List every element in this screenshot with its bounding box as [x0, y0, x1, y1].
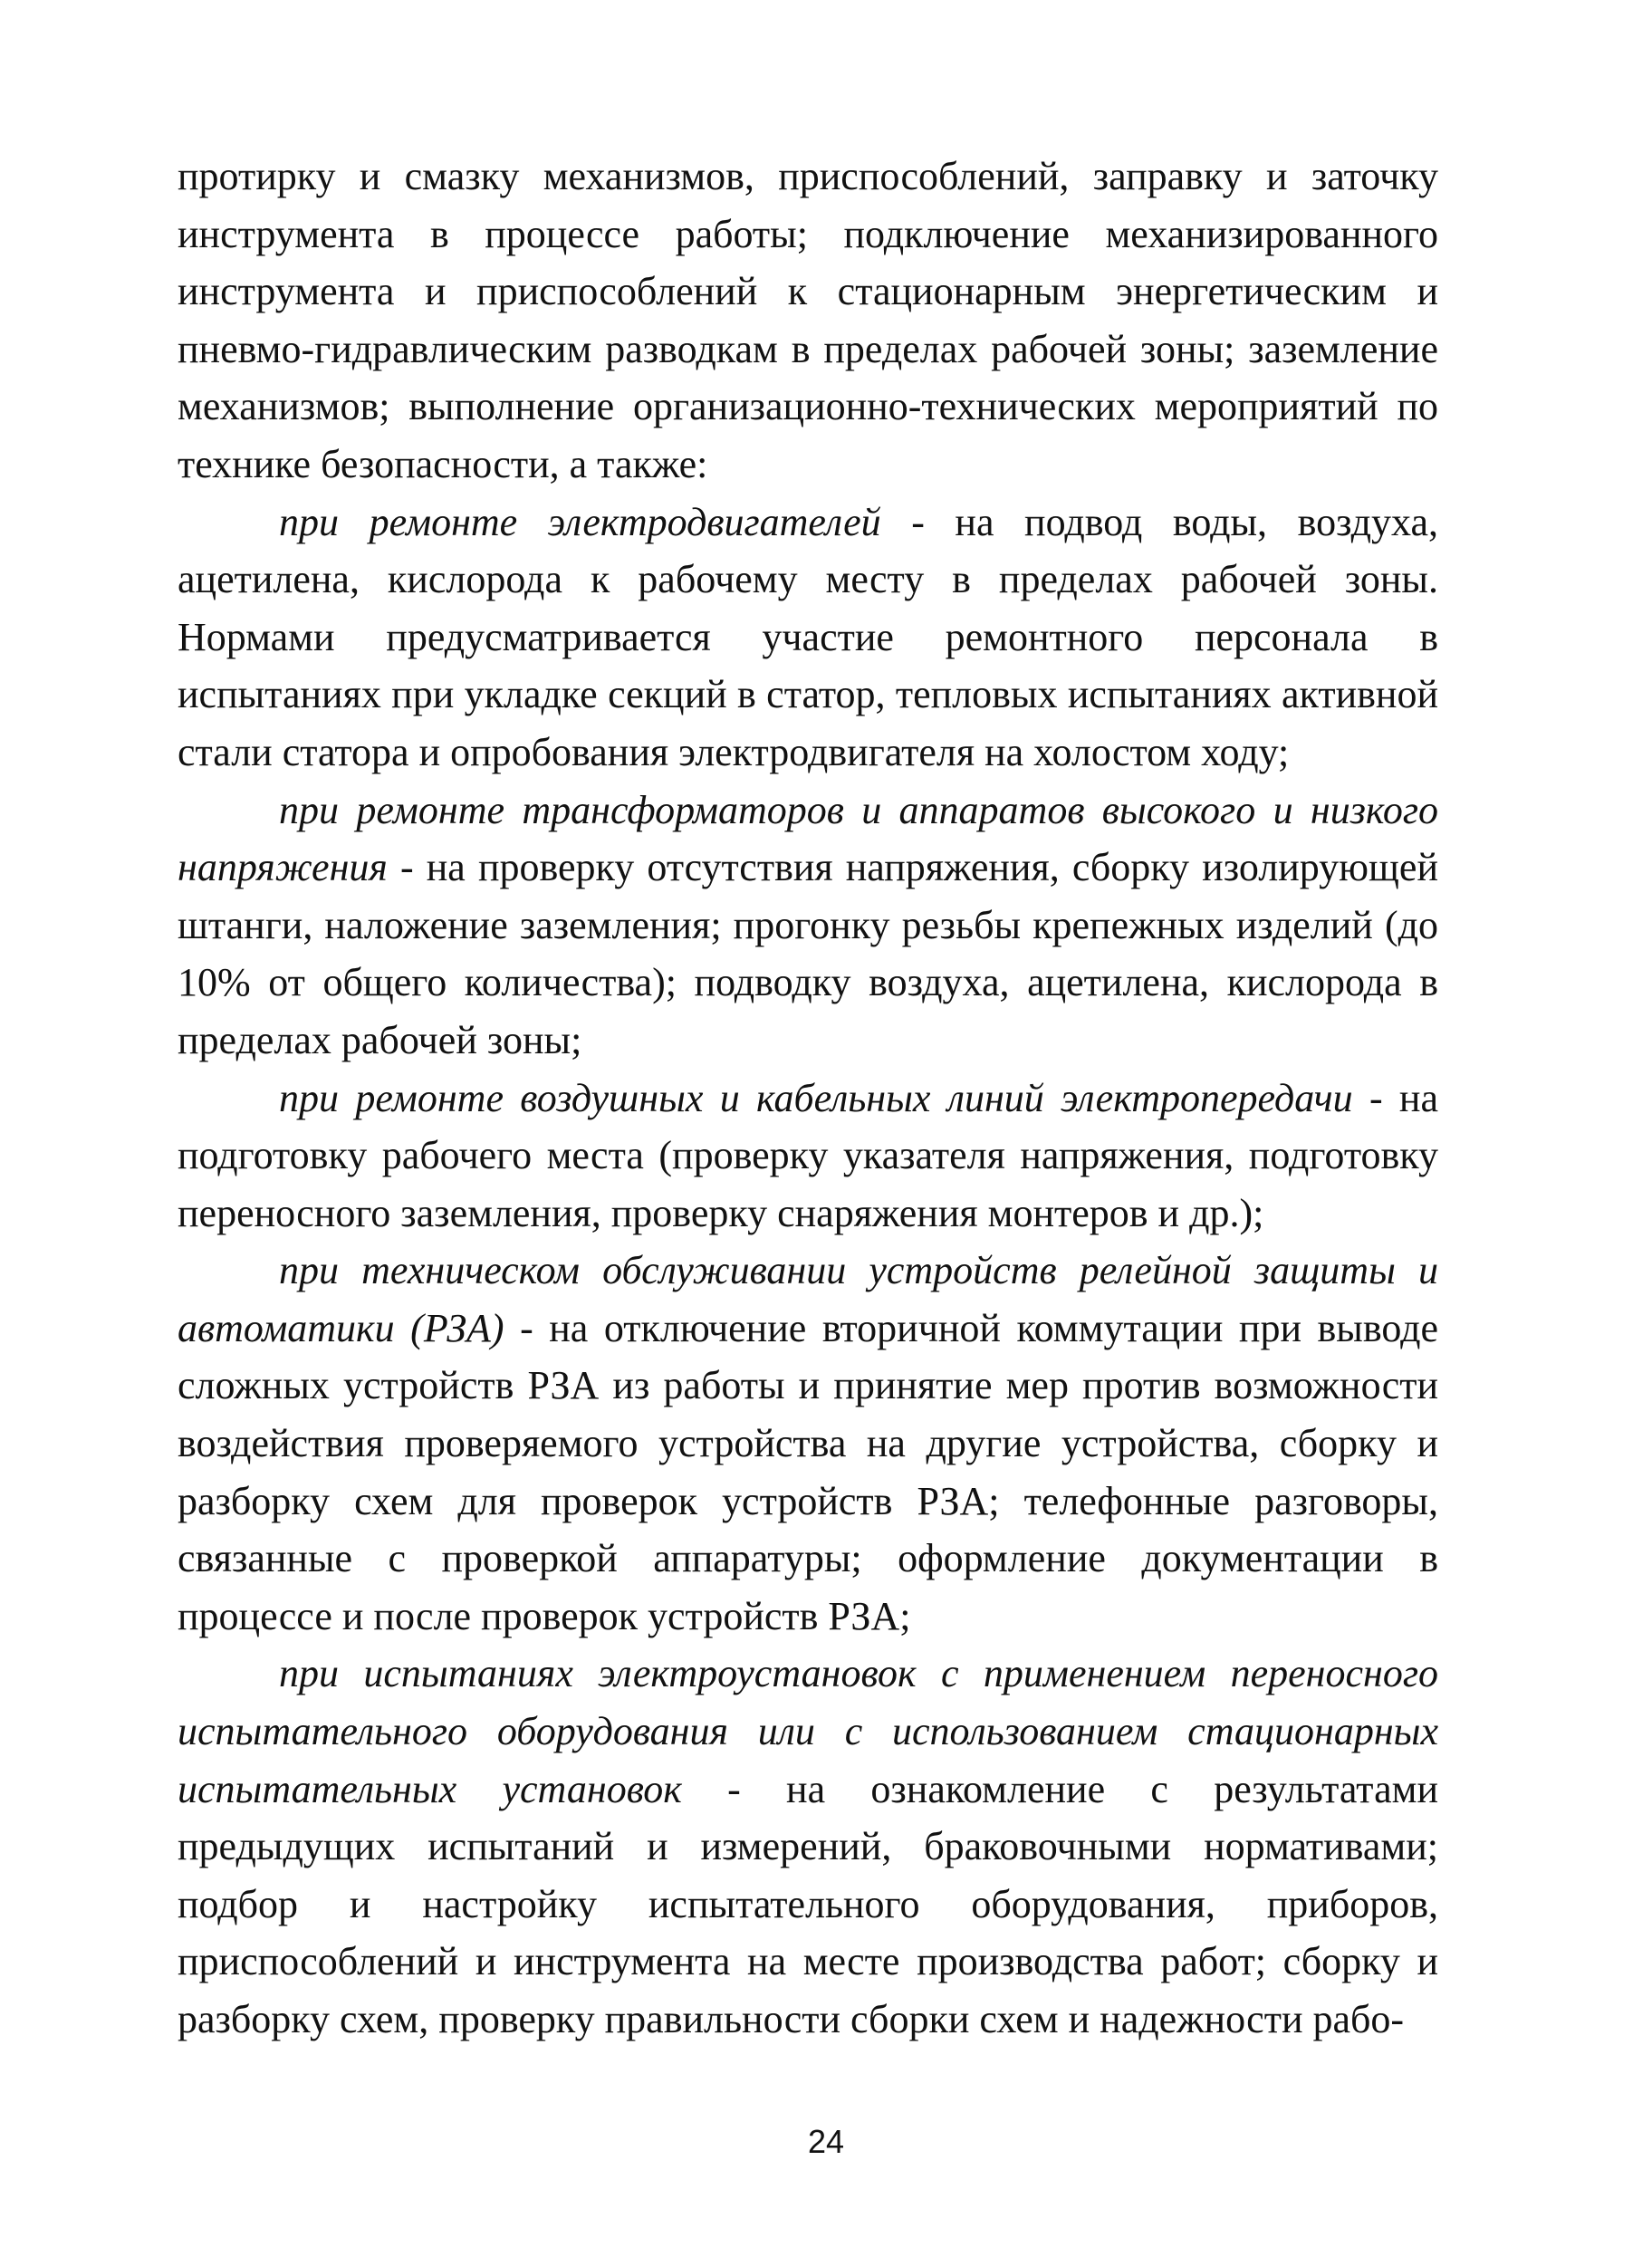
paragraph-heading: при ремонте электродвигателей: [279, 499, 881, 544]
paragraph-text: - на подвод воды, воздуха, ацетилена, кислорода к рабочему месту в пределах рабочей зоны. Нормами предусматривается участие ремонтного персонала в испытаниях при укладке секций в статор, тепловых испытаниях активной стали статора и опробования электродвигателя на холостом ходу;: [178, 499, 1438, 774]
paragraph-heading: при техническом обслуживании устройств релейной защиты и автоматики (РЗА): [178, 1248, 1438, 1350]
paragraph-text: протирку и смазку механизмов, приспособлений, заправку и заточку инструмента в процессе работы; подключение механизированного инструмента и приспособлений к стационарным энергетическим и пневмо-гидравлическим разводкам в пределах рабочей зоны; заземление механизмов; выполнение организационно-технических мероприятий по технике безопасности, а также:: [178, 154, 1438, 486]
paragraph-text: - на отключение вторичной коммутации при выводе сложных устройств РЗА из работы и принятие мер против возможности воздействия проверяемого устройства на другие устройства, сборку и разборку схем для проверок устройств РЗА; телефонные разговоры, связанные с проверкой аппаратуры; оформление документации в процессе и после проверок устройств РЗА;: [178, 1305, 1438, 1638]
paragraph-text: - на ознакомление с результатами предыдущих испытаний и измерений, браковочными нормативами; подбор и настройку испытательного оборудования, приборов, приспособлений и инструмента на месте производства работ; сборку и разборку схем, проверку правильности сборки схем и надежности рабо-: [178, 1766, 1438, 2041]
paragraph-motor-repair: [178, 494, 1438, 782]
paragraph-text: - на проверку отсутствия напряжения, сборку изолирующей штанги, наложение заземления; прогонку резьбы крепежных изделий (до 10% от общего количества); подводку воздуха, ацетилена, кислорода в пределах рабочей зоны;: [178, 845, 1438, 1062]
paragraph-relay-protection: [178, 1242, 1438, 1645]
paragraph-testing: [178, 1645, 1438, 2048]
paragraph-intro: [178, 148, 1438, 494]
paragraph-transformer-repair: [178, 782, 1438, 1070]
paragraph-heading: при ремонте воздушных и кабельных линий электропередачи: [279, 1075, 1353, 1120]
page-number: 24: [807, 2123, 845, 2160]
paragraph-text: - на подготовку рабочего места (проверку указателя напряжения, подготовку переносного заземления, проверку снаряжения монтеров и др.);: [178, 1075, 1438, 1235]
paragraph-heading: при испытаниях электроустановок с применением переносного испытательного оборудования или с использованием стационарных испытательных установок: [178, 1651, 1438, 1811]
page-body: [178, 148, 1438, 2122]
paragraph-heading: при ремонте трансформаторов и аппаратов высокого и низкого напряжения: [178, 787, 1438, 890]
paragraph-line-repair: [178, 1070, 1438, 1243]
